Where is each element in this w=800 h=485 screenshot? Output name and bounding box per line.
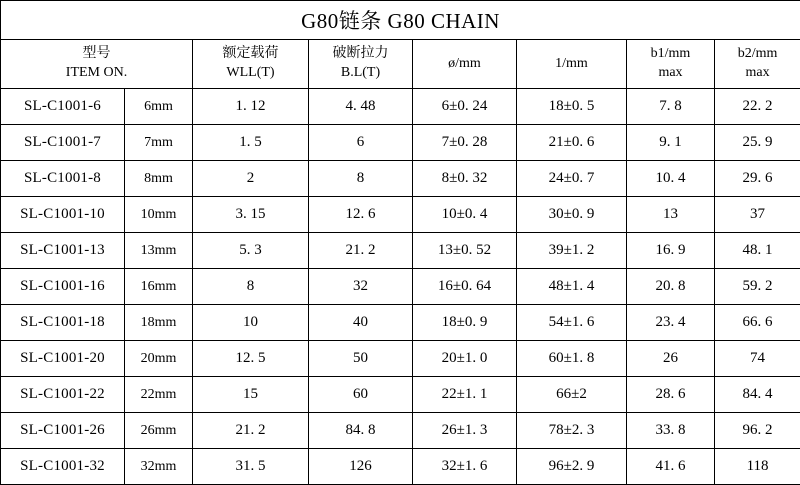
cell-wll: 21. 2 (193, 413, 309, 449)
cell-size: 8mm (125, 161, 193, 197)
cell-diameter: 8±0. 32 (413, 161, 517, 197)
cell-wll: 12. 5 (193, 341, 309, 377)
cell-breaking-load: 60 (309, 377, 413, 413)
cell-pitch: 78±2. 3 (517, 413, 627, 449)
cell-b2: 48. 1 (715, 233, 800, 269)
table-body (1, 89, 800, 485)
cell-wll: 10 (193, 305, 309, 341)
cell-b2: 74 (715, 341, 800, 377)
cell-b2: 84. 4 (715, 377, 800, 413)
cell-diameter: 16±0. 64 (413, 269, 517, 305)
cell-pitch: 66±2 (517, 377, 627, 413)
cell-pitch: 96±2. 9 (517, 449, 627, 485)
cell-b1: 23. 4 (627, 305, 715, 341)
cell-diameter: 13±0. 52 (413, 233, 517, 269)
page-title: G80链条 G80 CHAIN (1, 1, 800, 40)
cell-b1: 41. 6 (627, 449, 715, 485)
cell-model: SL-C1001-8 (1, 161, 125, 197)
col-header-pitch (517, 40, 627, 89)
cell-breaking-load: 6 (309, 125, 413, 161)
table-row (1, 305, 800, 341)
table-head (1, 1, 800, 89)
cell-b1: 33. 8 (627, 413, 715, 449)
col-header-bl-en: B.L(T) (309, 64, 412, 83)
cell-model: SL-C1001-32 (1, 449, 125, 485)
cell-diameter: 32±1. 6 (413, 449, 517, 485)
cell-model: SL-C1001-18 (1, 305, 125, 341)
cell-wll: 8 (193, 269, 309, 305)
col-header-wll (193, 40, 309, 89)
cell-pitch: 30±0. 9 (517, 197, 627, 233)
cell-b2: 59. 2 (715, 269, 800, 305)
col-header-model-cn: 型号 (1, 45, 192, 64)
table-row (1, 341, 800, 377)
cell-size: 6mm (125, 89, 193, 125)
col-header-b1-max: max (627, 64, 714, 83)
cell-diameter: 18±0. 9 (413, 305, 517, 341)
cell-breaking-load: 50 (309, 341, 413, 377)
cell-model: SL-C1001-6 (1, 89, 125, 125)
cell-breaking-load: 32 (309, 269, 413, 305)
cell-b1: 7. 8 (627, 89, 715, 125)
col-header-diameter (413, 40, 517, 89)
col-header-wll-en: WLL(T) (193, 64, 308, 83)
cell-b2: 37 (715, 197, 800, 233)
cell-breaking-load: 8 (309, 161, 413, 197)
cell-size: 18mm (125, 305, 193, 341)
col-header-b2 (715, 40, 800, 89)
col-header-wll-cn: 额定载荷 (193, 45, 308, 64)
cell-b2: 29. 6 (715, 161, 800, 197)
cell-diameter: 22±1. 1 (413, 377, 517, 413)
cell-pitch: 18±0. 5 (517, 89, 627, 125)
col-header-b1 (627, 40, 715, 89)
cell-wll: 15 (193, 377, 309, 413)
table-row (1, 89, 800, 125)
col-header-diameter-label: ø/mm (413, 55, 516, 74)
col-header-model (1, 40, 193, 89)
cell-size: 32mm (125, 449, 193, 485)
cell-b1: 13 (627, 197, 715, 233)
cell-b2: 66. 6 (715, 305, 800, 341)
table-row (1, 125, 800, 161)
cell-size: 7mm (125, 125, 193, 161)
cell-wll: 5. 3 (193, 233, 309, 269)
cell-b1: 16. 9 (627, 233, 715, 269)
cell-b1: 28. 6 (627, 377, 715, 413)
cell-pitch: 39±1. 2 (517, 233, 627, 269)
cell-model: SL-C1001-20 (1, 341, 125, 377)
col-header-bl-cn: 破断拉力 (309, 45, 412, 64)
cell-b1: 26 (627, 341, 715, 377)
cell-wll: 1. 5 (193, 125, 309, 161)
cell-size: 20mm (125, 341, 193, 377)
table-row (1, 377, 800, 413)
cell-diameter: 10±0. 4 (413, 197, 517, 233)
cell-b1: 10. 4 (627, 161, 715, 197)
col-header-b2-label: b2/mm (715, 45, 800, 64)
cell-wll: 31. 5 (193, 449, 309, 485)
cell-model: SL-C1001-26 (1, 413, 125, 449)
table-row (1, 197, 800, 233)
cell-breaking-load: 40 (309, 305, 413, 341)
cell-size: 10mm (125, 197, 193, 233)
header-row (1, 40, 800, 89)
cell-size: 16mm (125, 269, 193, 305)
cell-diameter: 6±0. 24 (413, 89, 517, 125)
table-row (1, 413, 800, 449)
cell-wll: 2 (193, 161, 309, 197)
cell-diameter: 26±1. 3 (413, 413, 517, 449)
title-row (1, 1, 800, 40)
cell-breaking-load: 126 (309, 449, 413, 485)
cell-pitch: 54±1. 6 (517, 305, 627, 341)
cell-size: 13mm (125, 233, 193, 269)
cell-breaking-load: 4. 48 (309, 89, 413, 125)
cell-breaking-load: 21. 2 (309, 233, 413, 269)
cell-b2: 22. 2 (715, 89, 800, 125)
cell-b1: 20. 8 (627, 269, 715, 305)
cell-size: 26mm (125, 413, 193, 449)
table-row (1, 161, 800, 197)
cell-model: SL-C1001-22 (1, 377, 125, 413)
cell-breaking-load: 12. 6 (309, 197, 413, 233)
cell-pitch: 48±1. 4 (517, 269, 627, 305)
col-header-b1-label: b1/mm (627, 45, 714, 64)
cell-pitch: 21±0. 6 (517, 125, 627, 161)
table-row (1, 269, 800, 305)
cell-b2: 118 (715, 449, 800, 485)
cell-size: 22mm (125, 377, 193, 413)
cell-pitch: 24±0. 7 (517, 161, 627, 197)
cell-b1: 9. 1 (627, 125, 715, 161)
cell-model: SL-C1001-10 (1, 197, 125, 233)
col-header-breaking-load (309, 40, 413, 89)
cell-breaking-load: 84. 8 (309, 413, 413, 449)
cell-wll: 3. 15 (193, 197, 309, 233)
cell-pitch: 60±1. 8 (517, 341, 627, 377)
table-row (1, 233, 800, 269)
col-header-model-en: ITEM ON. (1, 64, 192, 83)
cell-b2: 96. 2 (715, 413, 800, 449)
cell-diameter: 7±0. 28 (413, 125, 517, 161)
cell-model: SL-C1001-13 (1, 233, 125, 269)
col-header-b2-max: max (715, 64, 800, 83)
cell-diameter: 20±1. 0 (413, 341, 517, 377)
cell-b2: 25. 9 (715, 125, 800, 161)
table-row (1, 449, 800, 485)
col-header-pitch-label: 1/mm (517, 55, 626, 74)
cell-wll: 1. 12 (193, 89, 309, 125)
cell-model: SL-C1001-7 (1, 125, 125, 161)
cell-model: SL-C1001-16 (1, 269, 125, 305)
